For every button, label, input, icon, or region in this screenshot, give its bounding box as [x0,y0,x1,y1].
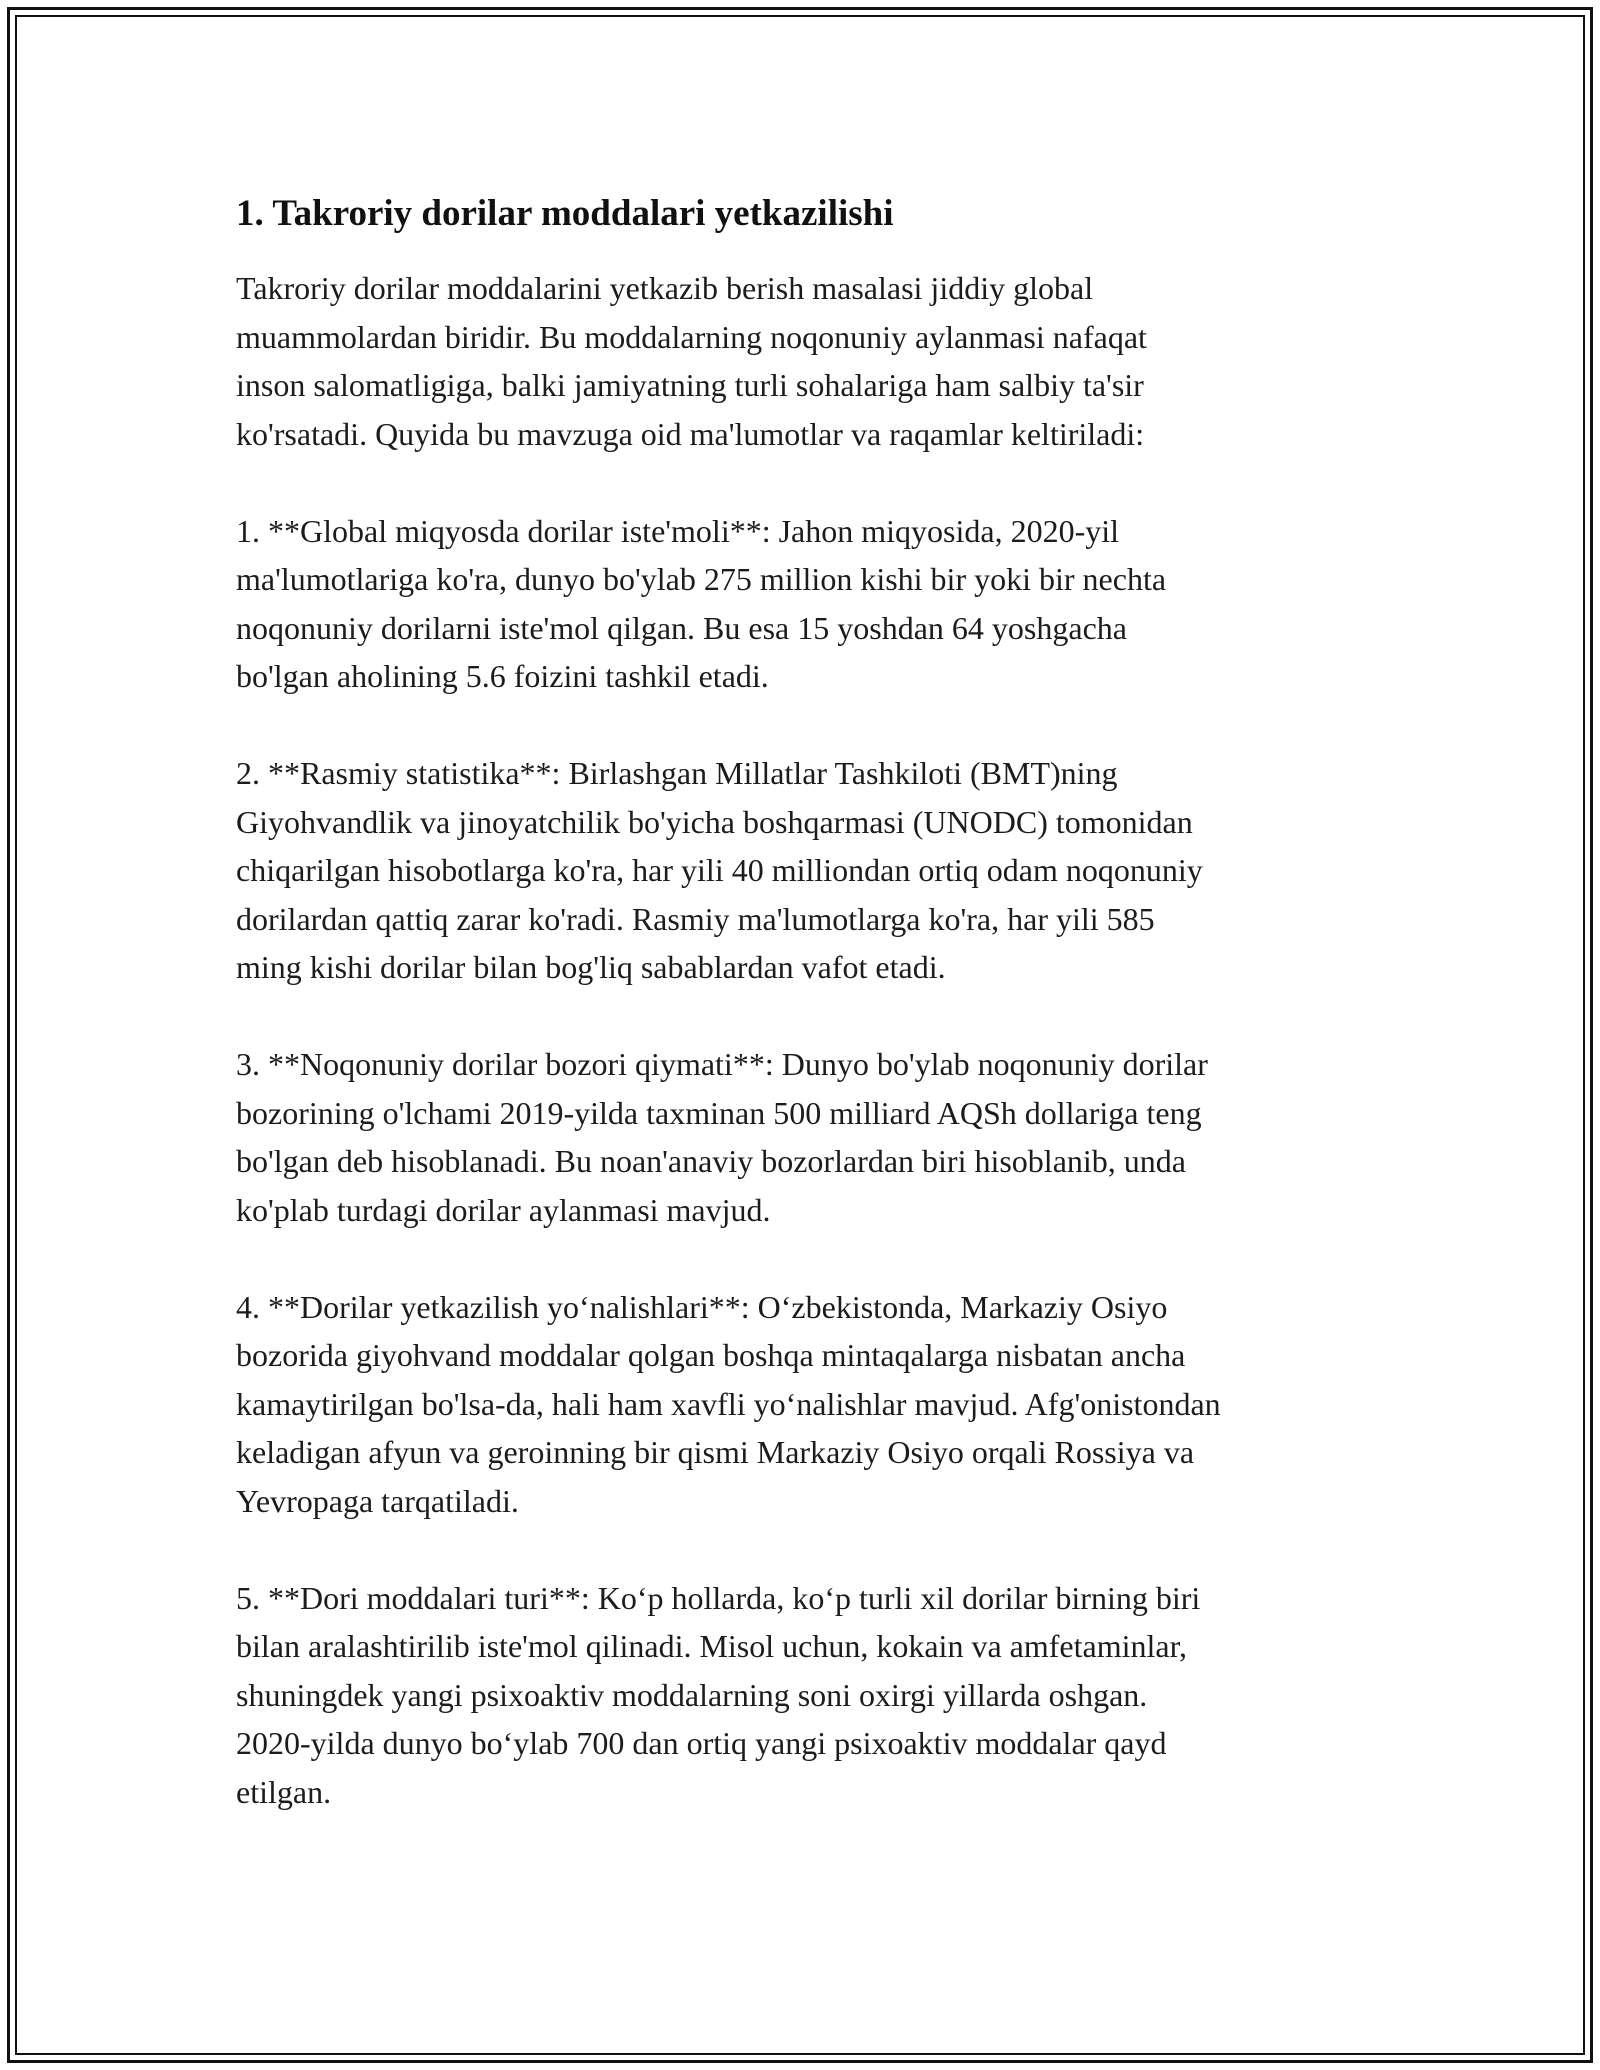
list-item-official-statistics: 2. **Rasmiy statistika**: Birlashgan Millatlar Tashkiloti (BMT)ning Giyohvandlik va jinoyatchilik bo'yicha boshqarmasi (UNODC) tomonidan chiqarilgan hisobotlarga ko'ra, har yili 40 milliondan ortiq odam noqonuniy dorilardan qattiq zarar ko'radi. Rasmiy ma'lumotlarga ko'ra, har yili 585 ming kishi dorilar bilan bog'liq sabablardan vafot etadi. [236,755,1203,985]
intro-paragraph: Takroriy dorilar moddalarini yetkazib berish masalasi jiddiy global muammolardan biridir. Bu moddalarning noqonuniy aylanmasi nafaqat inson salomatligiga, balki jamiyatning turli sohalariga ham salbiy ta'sir ko'rsatadi. Quyida bu mavzuga oid ma'lumotlar va raqamlar keltiriladi: [236,270,1147,452]
section-heading: 1. Takroriy dorilar moddalari yetkazilishi [236,193,894,234]
list-item-global-consumption: 1. **Global miqyosda dorilar iste'moli**: Jahon miqyosida, 2020-yil ma'lumotlariga ko'ra, dunyo bo'ylab 275 million kishi bir yoki bir nechta noqonuniy dorilarni iste'mol qilgan. Bu esa 15 yoshdan 64 yoshgacha bo'lgan aholining 5.6 foizini tashkil etadi. [236,512,1167,694]
document-body [236,186,1386,1816]
list-item-supply-routes: 4. **Dorilar yetkazilish yo‘nalishlari**: O‘zbekistonda, Markaziy Osiyo bozorida giyohvand moddalar qolgan boshqa mintaqalarga nisbatan ancha kamaytirilgan bo'lsa-da, hali ham xavfli yo‘nalishlar mavjud. Afg'onistondan keladigan afyun va geroinning bir qismi Markaziy Osiyo orqali Rossiya va Yevropaga tarqatiladi. [236,1288,1221,1519]
list-item-market-value: 3. **Noqonuniy dorilar bozori qiymati**: Dunyo bo'ylab noqonuniy dorilar bozorining o'lchami 2019-yilda taxminan 500 milliard AQSh dollariga teng bo'lgan deb hisoblanadi. Bu noan'anaviy bozorlardan biri hisoblanib, unda ko'plab turdagi dorilar aylanmasi mavjud. [236,1046,1208,1228]
list-item-substance-types: 5. **Dori moddalari turi**: Ko‘p hollarda, ko‘p turli xil dorilar birning biri bilan aralashtirilib iste'mol qilinadi. Misol uchun, kokain va amfetaminlar, shuningdek yangi psixoaktiv moddalarning soni oxirgi yillarda oshgan. 2020-yilda dunyo bo‘ylab 700 dan ortiq yangi psixoaktiv moddalar qayd etilgan. [236,1579,1201,1810]
